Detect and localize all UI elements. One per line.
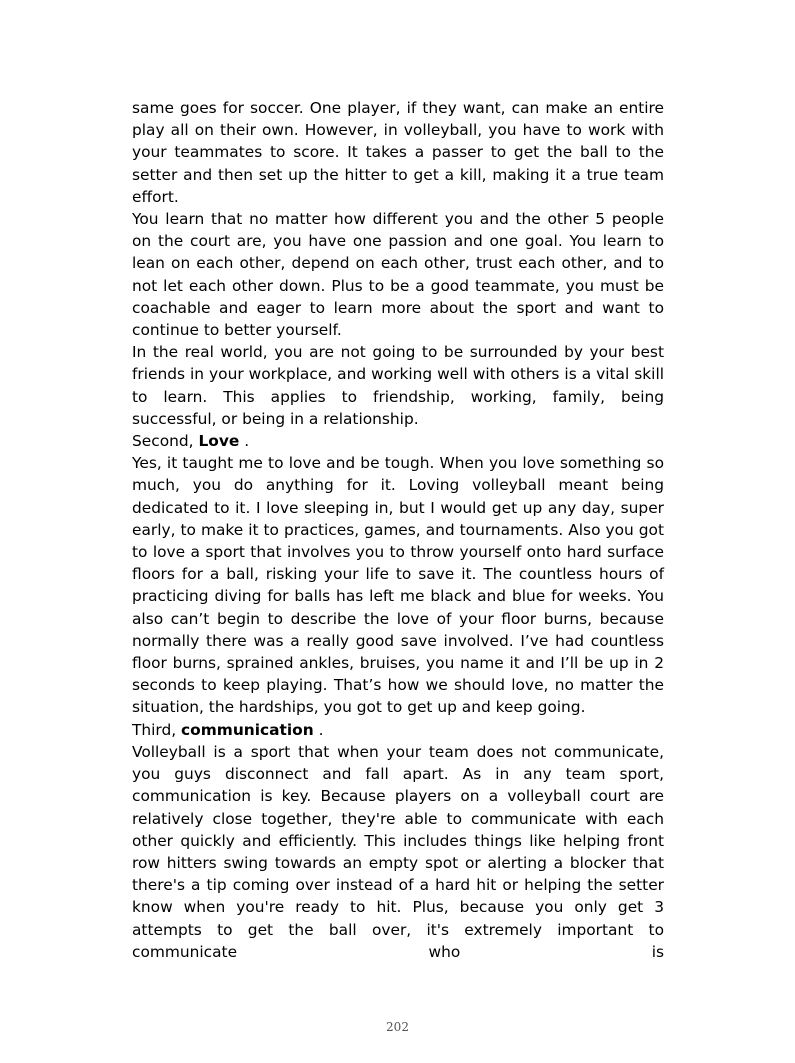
heading-prefix: Second, xyxy=(132,432,199,451)
paragraph-real-world: In the real world, you are not going to be surrounded by your best friends in your workplace, and working well with others is a vital skill to learn. This applies to friendship, working, family, being successful, or being in a relationship. xyxy=(132,343,664,428)
paragraph-soccer-comparison: same goes for soccer. One player, if they want, can make an entire play all on their own. However, in volleyball, you have to work with your teammates to score. It takes a passer to get the ball to the setter and then set up the hitter to get a kill, making it a true team effort. xyxy=(132,99,664,206)
heading-suffix: . xyxy=(239,432,250,451)
heading-prefix: Third, xyxy=(132,720,182,739)
page-number: 202 xyxy=(386,1020,409,1034)
body-text xyxy=(132,97,664,963)
paragraph-love: Yes, it taught me to love and be tough. When you love something so much, you do anything for it. Loving volleyball meant being dedicated to it. I love sleeping in, but I would get up any day, super early, to make it to practices, games, and tournaments. Also you got to love a sport that involves you to throw yourself onto hard surface floors for a ball, risking your life to save it. The countless hours of practicing diving for balls has left me black and blue for weeks. You also can’t begin to describe the love of your floor burns, because normally there was a really good save involved. I’ve had countless floor burns, sprained ankles, bruises, you name it and I’ll be up in 2 seconds to keep playing. That’s how we should love, no matter the situation, the hardships, you got to get up and keep going. xyxy=(132,454,664,717)
heading-third-communication xyxy=(132,719,664,741)
heading-keyword-love: Love xyxy=(198,432,240,451)
paragraph-team-passion: You learn that no matter how different you and the other 5 people on the court are, you have one passion and one goal. You learn to lean on each other, depend on each other, trust each other, and to not let each other down. Plus to be a good teammate, you must be coachable and eager to learn more about the sport and want to continue to better yourself. xyxy=(132,210,664,340)
heading-keyword-communication: communication xyxy=(181,720,314,739)
heading-suffix: . xyxy=(313,720,324,739)
heading-second-love xyxy=(132,430,664,452)
paragraph-communication: Volleyball is a sport that when your team does not communicate, you guys disconnect and fall apart. As in any team sport, communication is key. Because players on a volleyball court are relatively close together, they're able to communicate with each other quickly and efficiently. This includes things like helping front row hitters swing towards an empty spot or alerting a blocker that there's a tip coming over instead of a hard hit or helping the setter know when you're ready to hit. Plus, because you only get 3 attempts to get the ball over, it's extremely important to communicate who is xyxy=(132,742,664,961)
